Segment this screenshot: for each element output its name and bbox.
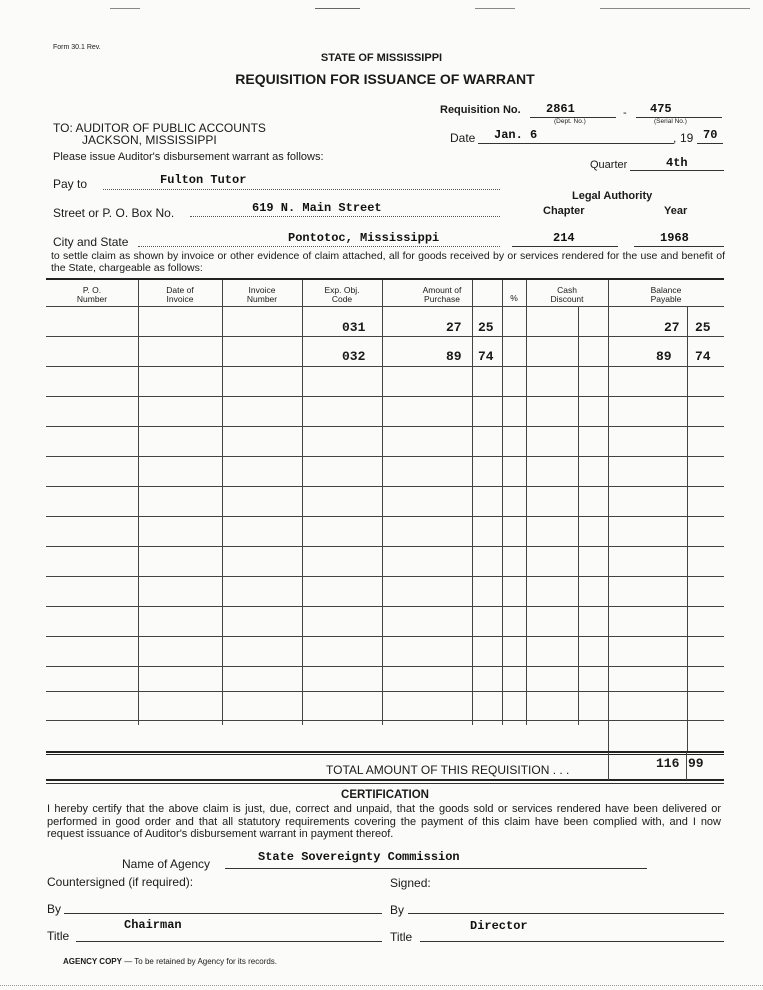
city-value: Pontotoc, Mississippi xyxy=(288,231,440,245)
title-left-value: Chairman xyxy=(124,918,182,932)
dept-number: 2861 xyxy=(546,102,575,116)
col-date-of-invoice: Date of Invoice xyxy=(166,285,194,304)
row1-amount-cents: 25 xyxy=(478,320,494,335)
year-value: 70 xyxy=(703,128,718,142)
chapter-value: 214 xyxy=(553,231,575,245)
footer-retain-text: — To be retained by Agency for its records. xyxy=(121,957,278,966)
col-percent: % xyxy=(510,293,518,303)
state-heading: STATE OF MISSISSIPPI xyxy=(320,52,443,64)
title-right-label: Title xyxy=(390,930,413,944)
countersigned-label: Countersigned (if required): xyxy=(47,875,194,889)
certification-text: I hereby certify that the above claim is just, due, correct and unpaid, that the goods sold or services rendered have been delivered or performed in good order and that all statutory requirements covering the payment of this claim have been complied with, and I now request issuance of Auditor's disbursement warrant in payment thereof. xyxy=(47,803,721,840)
settle-claim-text: to settle claim as shown by invoice or other evidence of claim attached, all for goods received by or services rendered for the use and benefit of the State, chargeable as follows: xyxy=(51,250,725,274)
legal-authority-title: Legal Authority xyxy=(572,190,653,202)
requisition-dash: - xyxy=(623,107,627,119)
row2-amount-dollars: 89 xyxy=(446,349,462,364)
by-right-label: By xyxy=(390,903,405,917)
to-auditor: TO: AUDITOR OF PUBLIC ACCOUNTS xyxy=(53,121,266,135)
requisition-label: Requisition No. xyxy=(440,104,521,116)
pay-to-label: Pay to xyxy=(53,177,88,191)
year-comma: , xyxy=(673,131,677,145)
footer-note xyxy=(63,957,277,966)
signed-label: Signed: xyxy=(390,876,431,890)
pay-to-value: Fulton Tutor xyxy=(160,173,247,187)
row2-balance-cents: 74 xyxy=(695,349,711,364)
street-label: Street or P. O. Box No. xyxy=(53,206,175,220)
date-value: Jan. 6 xyxy=(494,128,538,142)
page-title: REQUISITION FOR ISSUANCE OF WARRANT xyxy=(235,71,535,87)
form-number: Form 30.1 Rev. xyxy=(53,44,101,51)
row1-balance-dollars: 27 xyxy=(664,320,680,335)
row1-exp-code: 031 xyxy=(342,320,366,335)
street-value: 619 N. Main Street xyxy=(252,201,382,215)
row2-balance-dollars: 89 xyxy=(656,349,672,364)
col-exp-obj-code: Exp. Obj. Code xyxy=(324,285,360,304)
col-amount-of-purchase: Amount of Purchase xyxy=(422,285,462,304)
serial-no-caption: (Serial No.) xyxy=(654,118,687,125)
disbursement-table xyxy=(46,278,724,777)
date-label: Date xyxy=(450,131,476,145)
row1-balance-cents: 25 xyxy=(695,320,711,335)
certification-title: CERTIFICATION xyxy=(341,789,429,801)
quarter-label: Quarter xyxy=(590,159,628,171)
agency-name-label: Name of Agency xyxy=(122,857,211,871)
year-prefix: 19 xyxy=(680,131,694,145)
title-left-label: Title xyxy=(47,929,70,943)
by-right-signature-line xyxy=(408,913,724,914)
title-right-value: Director xyxy=(470,919,528,933)
by-left-signature-line xyxy=(64,913,382,914)
row2-amount-cents: 74 xyxy=(478,349,494,364)
total-dollars: 116 xyxy=(656,756,680,771)
chapter-label: Chapter xyxy=(543,205,585,217)
col-invoice-number: Invoice Number xyxy=(246,285,278,304)
issue-instruction: Please issue Auditor's disbursement warrant as follows: xyxy=(53,151,324,163)
agency-name-value: State Sovereignty Commission xyxy=(258,850,460,864)
top-scan-marks xyxy=(60,6,760,10)
year-authority-value: 1968 xyxy=(660,231,689,245)
bottom-dotted-edge xyxy=(0,985,763,986)
by-left-label: By xyxy=(47,902,62,916)
total-label: TOTAL AMOUNT OF THIS REQUISITION . . . xyxy=(326,763,570,777)
total-cents: 99 xyxy=(688,756,704,771)
year-col-label: Year xyxy=(664,205,688,217)
col-balance-payable: Balance Payable xyxy=(650,285,682,304)
dept-no-caption: (Dept. No.) xyxy=(554,118,586,125)
serial-number: 475 xyxy=(650,102,672,116)
to-city: JACKSON, MISSISSIPPI xyxy=(82,133,217,147)
quarter-value: 4th xyxy=(666,156,688,170)
col-po-number: P. O. Number xyxy=(76,285,108,304)
col-cash-discount: Cash Discount xyxy=(550,285,584,304)
row1-amount-dollars: 27 xyxy=(446,320,462,335)
city-label: City and State xyxy=(53,235,129,249)
row2-exp-code: 032 xyxy=(342,349,366,364)
footer-agency-copy: AGENCY COPY xyxy=(63,957,122,966)
